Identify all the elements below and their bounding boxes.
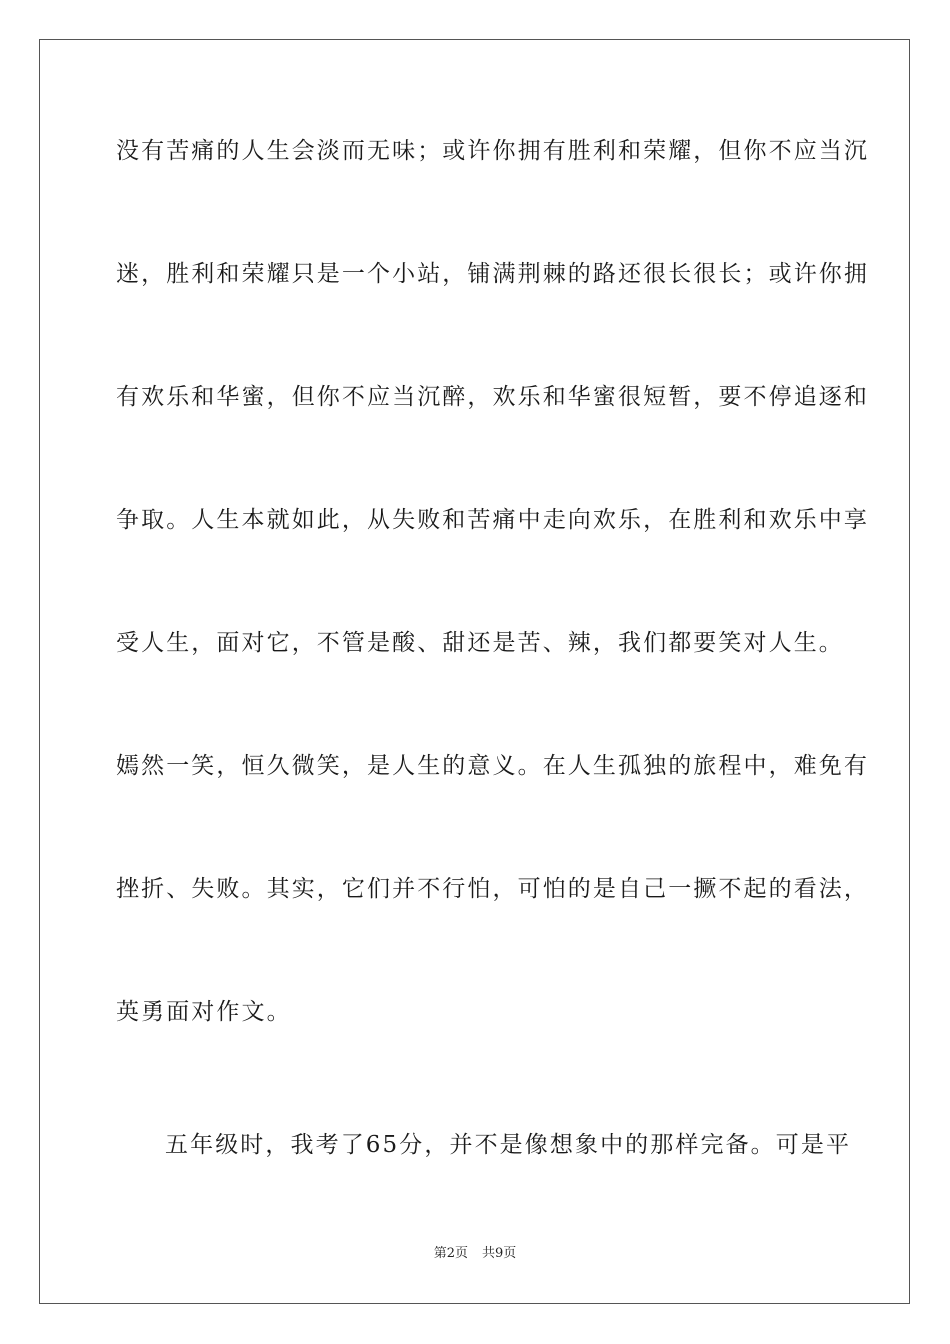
text-line: 嫣然一笑，恒久微笑，是人生的意义。在人生孤独的旅程中，难免有 <box>116 753 869 779</box>
text-line: 挫折、失败。其实，它们并不行怕，可怕的是自己一撅不起的看法， <box>116 876 869 902</box>
page-total: 共9页 <box>482 1246 517 1261</box>
text-line: 争取。人生本就如此，从失败和苦痛中走向欢乐，在胜利和欢乐中享 <box>116 507 869 533</box>
page-footer <box>0 1244 950 1264</box>
text-line: 受人生，面对它，不管是酸、甜还是苦、辣，我们都要笑对人生。 <box>116 630 844 656</box>
text-line: 有欢乐和华蜜，但你不应当沉醉，欢乐和华蜜很短暂，要不停追逐和 <box>116 384 869 410</box>
page-number: 第2页 <box>433 1246 468 1261</box>
text-line: 没有苦痛的人生会淡而无味；或许你拥有胜利和荣耀，但你不应当沉 <box>116 138 869 164</box>
paragraph-first-line: 五年级时，我考了65分，并不是像想象中的那样完备。可是平 <box>165 1132 852 1158</box>
text-line: 英勇面对作文。 <box>116 999 292 1025</box>
text-line: 迷，胜利和荣耀只是一个小站，铺满荆棘的路还很长很长；或许你拥 <box>116 261 869 287</box>
page-frame <box>39 39 910 1304</box>
